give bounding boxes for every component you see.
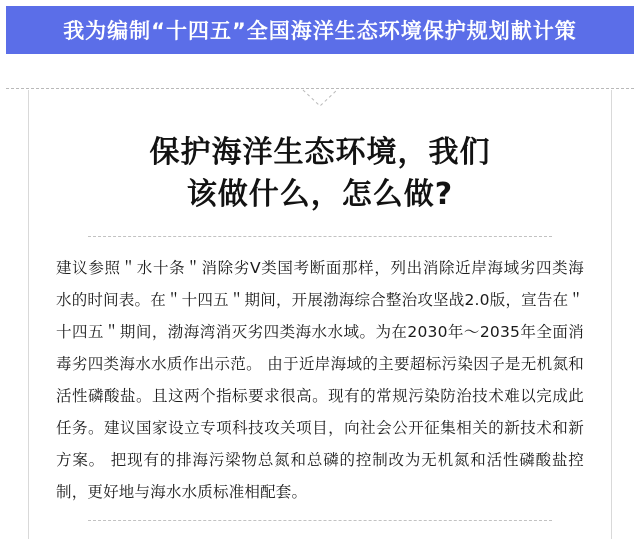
page-title-line-1: 保护海洋生态环境，我们 (149, 135, 491, 170)
header-banner (6, 6, 634, 54)
left-vertical-rule (28, 90, 29, 539)
page-title-line-2: 该做什么，怎么做? (186, 177, 454, 212)
right-vertical-rule (611, 90, 612, 539)
page-title (60, 132, 580, 216)
banner-title: 我为编制“十四五”全国海洋生态环境保护规划献计策 (63, 19, 577, 43)
divider-above-body (88, 236, 552, 237)
article-body: 建议参照＂水十条＂消除劣V类国考断面那样，列出消除近岸海域劣四类海水的时间表。在＂十四五＂期间，开展渤海综合整治攻坚战2.0版，宣告在＂十四五＂期间，渤海湾消灭劣四类海水水域。为在2030年～2035年全面消毒劣四类海水水质作出示范。 由于近岸海域的主要超标污染因子是无机氮和活性磷酸盐。且这两个指标要求很高。现有的常规污染防治技术难以完成此任务。建议国家设立专项科技攻关项目，向社会公开征集相关的新技术和新方案。 把现有的排海污梁物总氮和总磷的控制改为无机氮和活性磷酸盐控制，更好地与海水水质标准相配套。 (56, 259, 584, 501)
divider-below-body (88, 520, 552, 521)
chevron-down-icon (297, 88, 343, 110)
